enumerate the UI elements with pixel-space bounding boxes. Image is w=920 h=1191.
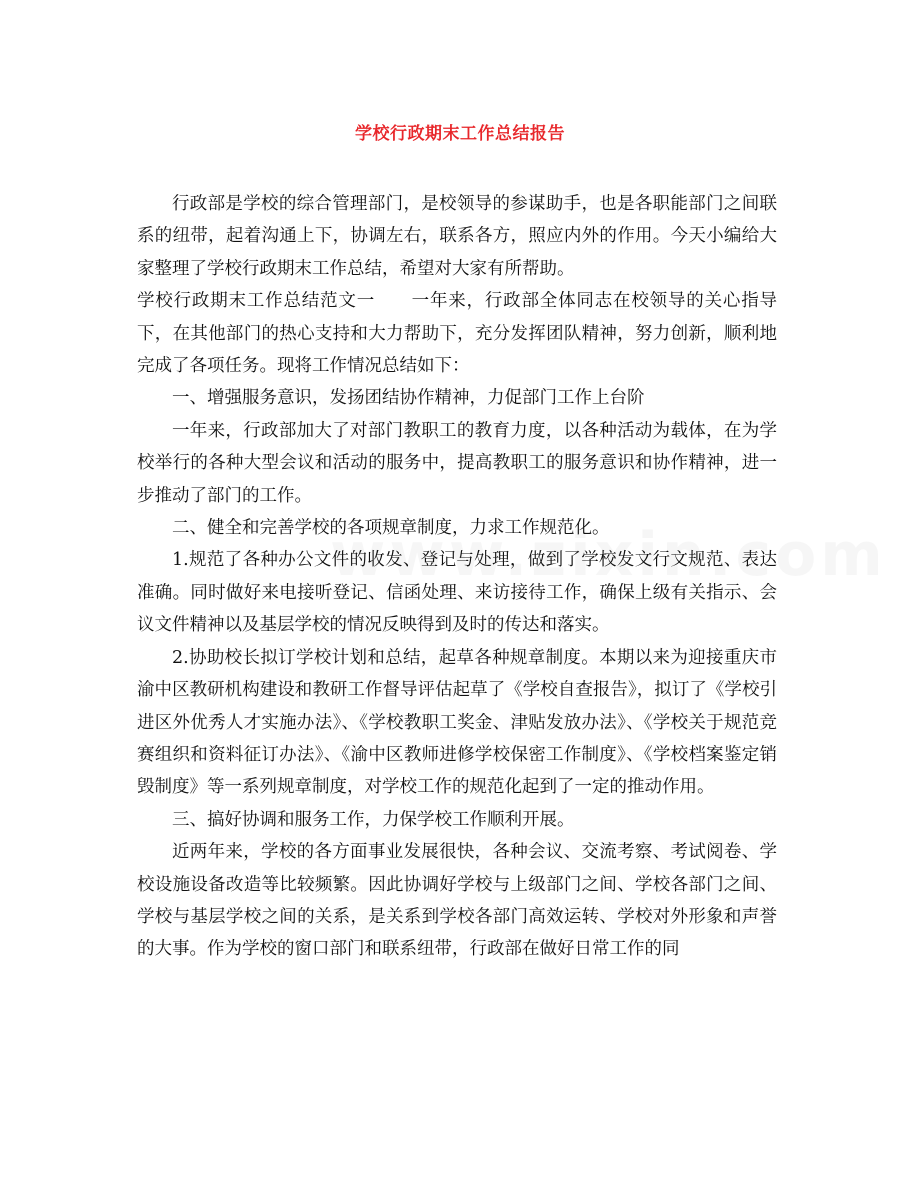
paragraph-section-3: 近两年来，学校的各方面事业发展很快，各种会议、交流考察、考试阅卷、学校设施设备改造等比较频繁。因此协调好学校与上级部门之间、学校各部门之间、学校与基层学校之间的关系，是关系到学校各部门高效运转、学校对外形象和声誉的大事。作为学校的窗口部门和联系纽带，行政部在做好日常工作的同: [137, 842, 777, 960]
document-body: [137, 188, 777, 966]
section-heading-1: 一、增强服务意识，发扬团结协作精神，力促部门工作上台阶: [172, 388, 645, 409]
paragraph-sample-one: 学校行政期末工作总结范文一 一年来，行政部全体同志在校领导的关心指导下，在其他部门的热心支持和大力帮助下，充分发挥团队精神，努力创新，顺利地完成了各项任务。现将工作情况总结如下：: [137, 291, 777, 377]
paragraph-intro: 行政部是学校的综合管理部门，是校领导的参谋助手，也是各职能部门之间联系的纽带，起着沟通上下，协调左右，联系各方，照应内外的作用。今天小编给大家整理了学校行政期末工作总结，希望对大家有所帮助。: [137, 194, 777, 279]
document-title: 学校行政期末工作总结报告: [355, 124, 565, 144]
paragraph-section-1: 一年来，行政部加大了对部门教职工的教育力度，以各种活动为载体，在为学校举行的各种大型会议和活动的服务中，提高教职工的服务意识和协作精神，进一步推动了部门的工作。: [137, 420, 777, 506]
paragraph-item-2: 2.协助校长拟订学校计划和总结，起草各种规章制度。本期以来为迎接重庆市渝中区教研机构建设和教研工作督导评估起草了《学校自查报告》，拟订了《学校引进区外优秀人才实施办法》、《学校教职工奖金、津贴发放办法》、《学校关于规范竞赛组织和资料征订办法》、《渝中区教师进修学校保密工作制度》、《学校档案鉴定销毁制度》等一系列规章制度，对学校工作的规范化起到了一定的推动作用。: [137, 647, 777, 798]
section-heading-3: 三、搞好协调和服务工作，力保学校工作顺利开展。: [172, 809, 575, 830]
section-heading-2: 二、健全和完善学校的各项规章制度，力求工作规范化。: [172, 518, 610, 539]
paragraph-item-1: 1.规范了各种办公文件的收发、登记与处理，做到了学校发文行文规范、表达准确。同时做好来电接听登记、信函处理、来访接待工作，确保上级有关指示、会议文件精神以及基层学校的情况反映得到及时的传达和落实。: [137, 550, 777, 636]
